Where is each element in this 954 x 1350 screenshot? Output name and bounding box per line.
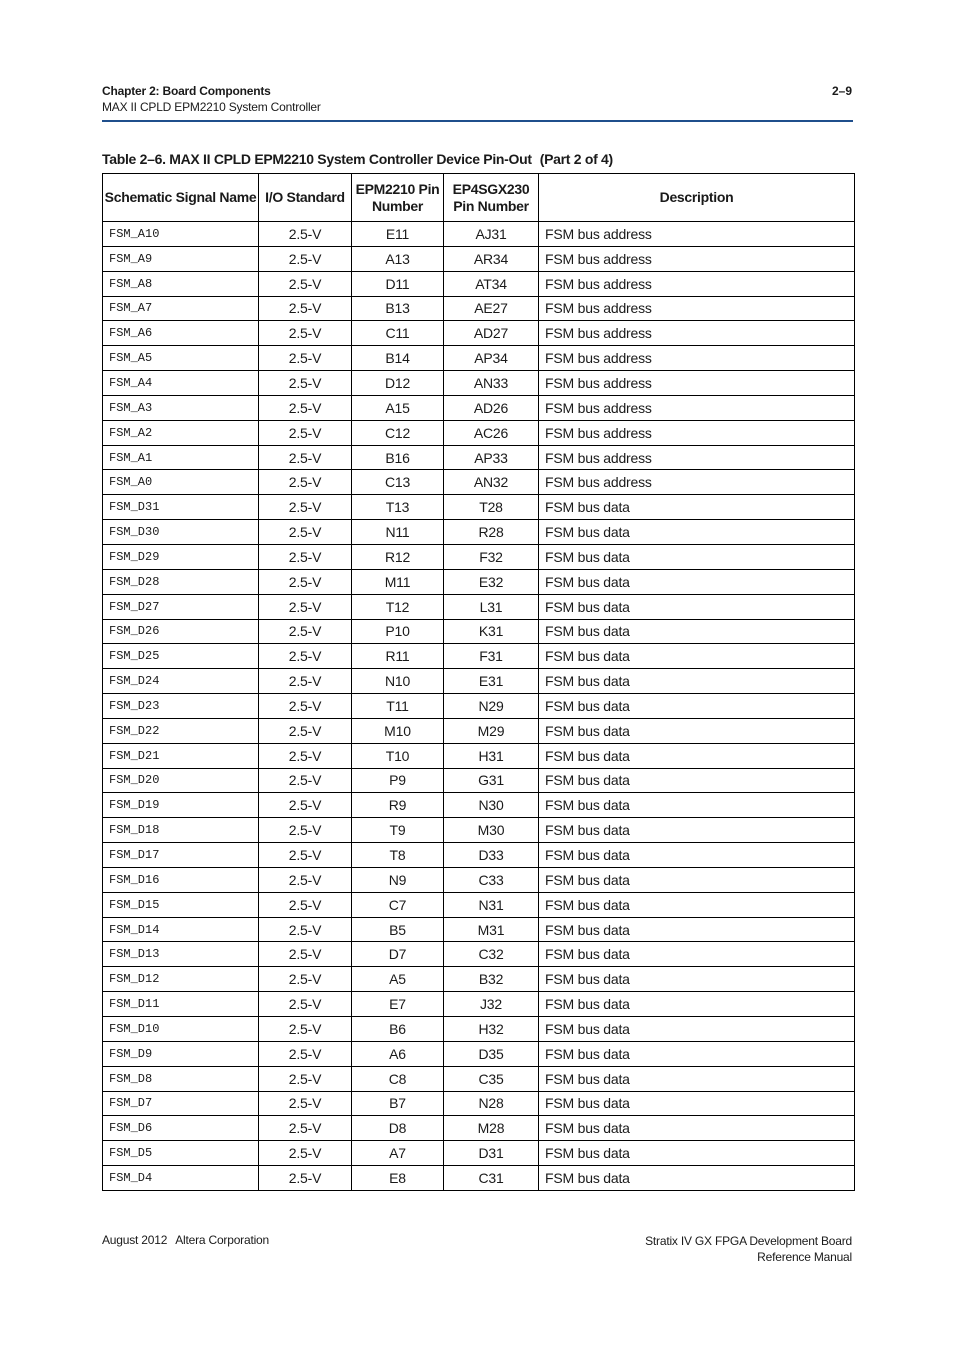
cell-description: FSM bus data [539,1091,855,1116]
table-row [103,420,855,445]
cell-ep4sgx230-pin: R28 [444,520,539,545]
table-row [103,271,855,296]
cell-epm2210-pin: B16 [352,445,444,470]
cell-ep4sgx230-pin: C35 [444,1066,539,1091]
cell-epm2210-pin: B5 [352,917,444,942]
page-number: 2–9 [831,84,852,98]
table-row [103,445,855,470]
cell-ep4sgx230-pin: D31 [444,1141,539,1166]
table-row [103,718,855,743]
cell-epm2210-pin: D8 [352,1116,444,1141]
cell-signal: FSM_D20 [103,768,259,793]
cell-signal: FSM_D29 [103,544,259,569]
cell-signal: FSM_D17 [103,843,259,868]
cell-description: FSM bus data [539,520,855,545]
cell-io-standard: 2.5-V [259,495,352,520]
cell-ep4sgx230-pin: AE27 [444,296,539,321]
cell-epm2210-pin: D12 [352,371,444,396]
table-row [103,967,855,992]
cell-description: FSM bus address [539,321,855,346]
cell-signal: FSM_A4 [103,371,259,396]
cell-ep4sgx230-pin: N28 [444,1091,539,1116]
cell-io-standard: 2.5-V [259,346,352,371]
cell-epm2210-pin: P9 [352,768,444,793]
cell-description: FSM bus address [539,271,855,296]
cell-description: FSM bus data [539,669,855,694]
cell-io-standard: 2.5-V [259,892,352,917]
cell-io-standard: 2.5-V [259,619,352,644]
cell-description: FSM bus data [539,992,855,1017]
cell-io-standard: 2.5-V [259,669,352,694]
table-row [103,992,855,1017]
cell-epm2210-pin: A7 [352,1141,444,1166]
cell-epm2210-pin: T9 [352,818,444,843]
cell-epm2210-pin: T8 [352,843,444,868]
col-header-ep4sgx230-pin: EP4SGX230 Pin Number [444,174,539,222]
cell-epm2210-pin: C12 [352,420,444,445]
table-row [103,818,855,843]
cell-epm2210-pin: C13 [352,470,444,495]
cell-ep4sgx230-pin: AC26 [444,420,539,445]
cell-epm2210-pin: N11 [352,520,444,545]
cell-io-standard: 2.5-V [259,371,352,396]
cell-io-standard: 2.5-V [259,569,352,594]
table-row [103,743,855,768]
cell-description: FSM bus address [539,395,855,420]
table-row [103,644,855,669]
cell-description: FSM bus data [539,892,855,917]
table-caption [102,151,613,167]
cell-io-standard: 2.5-V [259,246,352,271]
cell-epm2210-pin: B13 [352,296,444,321]
cell-io-standard: 2.5-V [259,1066,352,1091]
cell-description: FSM bus data [539,843,855,868]
cell-description: FSM bus data [539,544,855,569]
cell-ep4sgx230-pin: G31 [444,768,539,793]
cell-description: FSM bus data [539,718,855,743]
cell-signal: FSM_A9 [103,246,259,271]
cell-ep4sgx230-pin: C33 [444,867,539,892]
cell-ep4sgx230-pin: N30 [444,793,539,818]
cell-ep4sgx230-pin: M28 [444,1116,539,1141]
cell-io-standard: 2.5-V [259,420,352,445]
cell-signal: FSM_A3 [103,395,259,420]
cell-io-standard: 2.5-V [259,967,352,992]
cell-signal: FSM_A0 [103,470,259,495]
cell-io-standard: 2.5-V [259,867,352,892]
table-row [103,793,855,818]
cell-signal: FSM_A10 [103,222,259,247]
cell-description: FSM bus data [539,867,855,892]
cell-io-standard: 2.5-V [259,1166,352,1191]
cell-epm2210-pin: T13 [352,495,444,520]
cell-ep4sgx230-pin: AT34 [444,271,539,296]
table-row [103,1017,855,1042]
pinout-table [102,173,855,1191]
cell-io-standard: 2.5-V [259,818,352,843]
table-row [103,867,855,892]
cell-signal: FSM_D6 [103,1116,259,1141]
cell-signal: FSM_D11 [103,992,259,1017]
cell-epm2210-pin: D7 [352,942,444,967]
cell-io-standard: 2.5-V [259,1017,352,1042]
table-header-row [103,174,855,222]
cell-ep4sgx230-pin: N29 [444,694,539,719]
cell-signal: FSM_D21 [103,743,259,768]
table-caption-part: (Part 2 of 4) [539,151,613,167]
cell-description: FSM bus data [539,967,855,992]
cell-io-standard: 2.5-V [259,445,352,470]
cell-epm2210-pin: E11 [352,222,444,247]
cell-ep4sgx230-pin: F31 [444,644,539,669]
footer-company: Altera Corporation [175,1233,269,1247]
table-row [103,520,855,545]
cell-io-standard: 2.5-V [259,992,352,1017]
table-row [103,371,855,396]
cell-io-standard: 2.5-V [259,1141,352,1166]
cell-signal: FSM_D15 [103,892,259,917]
cell-epm2210-pin: R9 [352,793,444,818]
cell-signal: FSM_D14 [103,917,259,942]
cell-signal: FSM_D4 [103,1166,259,1191]
cell-ep4sgx230-pin: M31 [444,917,539,942]
table-row [103,892,855,917]
table-row [103,470,855,495]
cell-ep4sgx230-pin: AD27 [444,321,539,346]
cell-ep4sgx230-pin: AP33 [444,445,539,470]
col-header-description: Description [539,174,855,222]
cell-description: FSM bus data [539,1041,855,1066]
cell-ep4sgx230-pin: C32 [444,942,539,967]
cell-description: FSM bus address [539,246,855,271]
table-row [103,222,855,247]
cell-ep4sgx230-pin: AN32 [444,470,539,495]
table-row [103,1066,855,1091]
cell-signal: FSM_A7 [103,296,259,321]
cell-description: FSM bus data [539,793,855,818]
cell-ep4sgx230-pin: C31 [444,1166,539,1191]
cell-description: FSM bus data [539,1141,855,1166]
cell-ep4sgx230-pin: D35 [444,1041,539,1066]
cell-ep4sgx230-pin: H32 [444,1017,539,1042]
cell-ep4sgx230-pin: E31 [444,669,539,694]
table-row [103,1091,855,1116]
cell-signal: FSM_A1 [103,445,259,470]
table-row [103,669,855,694]
cell-epm2210-pin: E7 [352,992,444,1017]
cell-description: FSM bus data [539,743,855,768]
cell-signal: FSM_D16 [103,867,259,892]
cell-io-standard: 2.5-V [259,296,352,321]
cell-io-standard: 2.5-V [259,271,352,296]
cell-epm2210-pin: B14 [352,346,444,371]
cell-epm2210-pin: A13 [352,246,444,271]
cell-epm2210-pin: C8 [352,1066,444,1091]
cell-signal: FSM_D18 [103,818,259,843]
cell-ep4sgx230-pin: AN33 [444,371,539,396]
table-row [103,569,855,594]
footer-left [102,1233,269,1247]
table-row [103,768,855,793]
table-body [103,222,855,1191]
footer-date: August 2012 [102,1233,168,1247]
running-header-chapter: Chapter 2: Board Components [102,84,271,98]
cell-description: FSM bus data [539,1066,855,1091]
cell-signal: FSM_D22 [103,718,259,743]
cell-signal: FSM_A5 [103,346,259,371]
cell-ep4sgx230-pin: AD26 [444,395,539,420]
cell-io-standard: 2.5-V [259,917,352,942]
cell-description: FSM bus data [539,1017,855,1042]
cell-epm2210-pin: A6 [352,1041,444,1066]
cell-epm2210-pin: B6 [352,1017,444,1042]
cell-description: FSM bus data [539,644,855,669]
cell-io-standard: 2.5-V [259,743,352,768]
cell-signal: FSM_A8 [103,271,259,296]
table-row [103,843,855,868]
cell-ep4sgx230-pin: AP34 [444,346,539,371]
cell-io-standard: 2.5-V [259,793,352,818]
cell-signal: FSM_D30 [103,520,259,545]
cell-epm2210-pin: E8 [352,1166,444,1191]
table-row [103,321,855,346]
footer-right [645,1233,852,1265]
cell-signal: FSM_D8 [103,1066,259,1091]
cell-signal: FSM_D31 [103,495,259,520]
cell-ep4sgx230-pin: M30 [444,818,539,843]
cell-io-standard: 2.5-V [259,718,352,743]
cell-description: FSM bus address [539,371,855,396]
cell-io-standard: 2.5-V [259,520,352,545]
table-row [103,1166,855,1191]
col-header-epm2210-pin: EPM2210 Pin Number [352,174,444,222]
cell-io-standard: 2.5-V [259,843,352,868]
cell-ep4sgx230-pin: AR34 [444,246,539,271]
cell-description: FSM bus data [539,619,855,644]
cell-ep4sgx230-pin: M29 [444,718,539,743]
cell-io-standard: 2.5-V [259,942,352,967]
cell-ep4sgx230-pin: AJ31 [444,222,539,247]
cell-epm2210-pin: R12 [352,544,444,569]
table-row [103,1116,855,1141]
table-row [103,246,855,271]
cell-io-standard: 2.5-V [259,1041,352,1066]
table-row [103,296,855,321]
cell-signal: FSM_A6 [103,321,259,346]
cell-description: FSM bus data [539,768,855,793]
cell-epm2210-pin: D11 [352,271,444,296]
cell-epm2210-pin: P10 [352,619,444,644]
cell-description: FSM bus address [539,296,855,321]
cell-io-standard: 2.5-V [259,644,352,669]
cell-io-standard: 2.5-V [259,694,352,719]
cell-signal: FSM_D13 [103,942,259,967]
cell-epm2210-pin: T11 [352,694,444,719]
cell-ep4sgx230-pin: B32 [444,967,539,992]
cell-description: FSM bus address [539,222,855,247]
cell-ep4sgx230-pin: H31 [444,743,539,768]
cell-io-standard: 2.5-V [259,768,352,793]
cell-epm2210-pin: A5 [352,967,444,992]
footer-doc-title: Stratix IV GX FPGA Development Board [645,1234,852,1248]
cell-io-standard: 2.5-V [259,321,352,346]
table-row [103,942,855,967]
cell-io-standard: 2.5-V [259,1091,352,1116]
table-row [103,619,855,644]
cell-signal: FSM_D12 [103,967,259,992]
cell-ep4sgx230-pin: D33 [444,843,539,868]
cell-description: FSM bus data [539,495,855,520]
table-caption-title: Table 2–6. MAX II CPLD EPM2210 System Controller Device Pin-Out [102,151,532,167]
cell-signal: FSM_D25 [103,644,259,669]
cell-epm2210-pin: N9 [352,867,444,892]
cell-io-standard: 2.5-V [259,1116,352,1141]
cell-ep4sgx230-pin: K31 [444,619,539,644]
cell-io-standard: 2.5-V [259,222,352,247]
table-row [103,594,855,619]
cell-signal: FSM_D5 [103,1141,259,1166]
cell-signal: FSM_A2 [103,420,259,445]
cell-epm2210-pin: M10 [352,718,444,743]
table-row [103,495,855,520]
cell-description: FSM bus address [539,470,855,495]
table-row [103,1141,855,1166]
cell-signal: FSM_D9 [103,1041,259,1066]
cell-description: FSM bus data [539,569,855,594]
cell-description: FSM bus data [539,594,855,619]
cell-signal: FSM_D7 [103,1091,259,1116]
cell-ep4sgx230-pin: L31 [444,594,539,619]
table-row [103,1041,855,1066]
cell-signal: FSM_D10 [103,1017,259,1042]
cell-io-standard: 2.5-V [259,544,352,569]
cell-epm2210-pin: B7 [352,1091,444,1116]
cell-ep4sgx230-pin: T28 [444,495,539,520]
cell-description: FSM bus data [539,818,855,843]
cell-ep4sgx230-pin: E32 [444,569,539,594]
cell-epm2210-pin: R11 [352,644,444,669]
cell-epm2210-pin: C11 [352,321,444,346]
cell-signal: FSM_D28 [103,569,259,594]
cell-epm2210-pin: N10 [352,669,444,694]
cell-epm2210-pin: T10 [352,743,444,768]
cell-signal: FSM_D27 [103,594,259,619]
footer-doc-subtitle: Reference Manual [757,1250,852,1264]
cell-description: FSM bus data [539,942,855,967]
col-header-signal: Schematic Signal Name [103,174,259,222]
table-row [103,544,855,569]
cell-io-standard: 2.5-V [259,395,352,420]
cell-signal: FSM_D19 [103,793,259,818]
cell-ep4sgx230-pin: F32 [444,544,539,569]
cell-ep4sgx230-pin: J32 [444,992,539,1017]
table-row [103,346,855,371]
cell-epm2210-pin: M11 [352,569,444,594]
cell-epm2210-pin: A15 [352,395,444,420]
cell-epm2210-pin: T12 [352,594,444,619]
cell-io-standard: 2.5-V [259,470,352,495]
table-row [103,917,855,942]
cell-io-standard: 2.5-V [259,594,352,619]
cell-description: FSM bus data [539,694,855,719]
cell-description: FSM bus address [539,346,855,371]
running-header-section: MAX II CPLD EPM2210 System Controller [102,100,321,114]
header-rule [102,120,853,122]
cell-description: FSM bus data [539,1116,855,1141]
table-row [103,694,855,719]
cell-epm2210-pin: C7 [352,892,444,917]
cell-signal: FSM_D26 [103,619,259,644]
table-row [103,395,855,420]
cell-description: FSM bus data [539,1166,855,1191]
cell-signal: FSM_D23 [103,694,259,719]
cell-description: FSM bus address [539,420,855,445]
cell-description: FSM bus data [539,917,855,942]
col-header-io-standard: I/O Standard [259,174,352,222]
cell-ep4sgx230-pin: N31 [444,892,539,917]
cell-signal: FSM_D24 [103,669,259,694]
cell-description: FSM bus address [539,445,855,470]
